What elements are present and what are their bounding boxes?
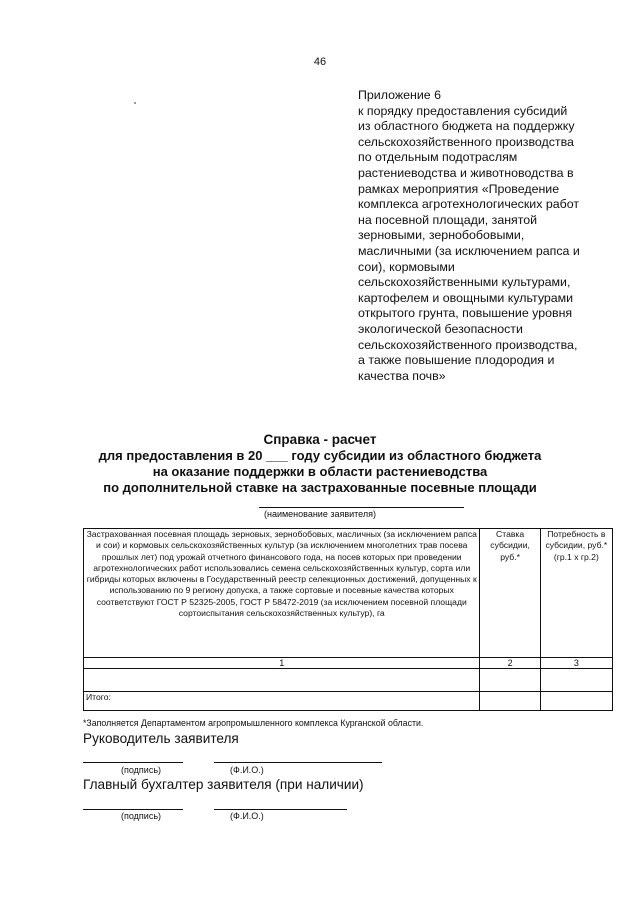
header-cell-need: Потребность в субсидии, руб.* (гр.1 х гр.2)	[540, 529, 612, 658]
appendix-line: рамках мероприятия «Проведение	[358, 181, 560, 196]
column-number: 3	[540, 658, 612, 669]
document-subtitle-line: для предоставления в 20 ___ году субсидии из областного бюджета	[98, 448, 542, 463]
appendix-line: открытого грунта, повышение уровня	[358, 306, 573, 321]
signature-caption: (подпись)	[121, 811, 162, 821]
appendix-line: растениеводства и животноводства в	[358, 165, 574, 180]
cell-need-input[interactable]	[540, 669, 612, 692]
cell-rate-input[interactable]	[480, 669, 540, 692]
appendix-line: качества почв»	[358, 368, 446, 383]
appendix-line: из областного бюджета на поддержку	[358, 119, 575, 134]
head-signature-line[interactable]	[83, 762, 183, 763]
header-cell-area: Застрахованная посевная площадь зерновых, зернобобовых, масличных (за исключением рапса и сои) и кормовых сельскохозяйственных культур (за исключением многолетних трав посева прошлых лет) под урожай отчетного финансового года, на посев которых при проведении агротехнологических работ использовались семена сельскохозяйственных культур, сорта или гибриды которых включены в Государственный реестр селекционных достижений, допущенных к использованию по 9 региону допуска, а также сортовые и посевные качества которых соответствуют ГОСТ Р 52325-2005, ГОСТ Р 58472-2019 (за исключением посевной площади сортоиспытания сельскохозяйственных культур), га	[84, 529, 480, 658]
appendix-line: сельскохозяйственного производства	[358, 134, 574, 149]
calculation-table	[83, 528, 613, 711]
head-name-line[interactable]	[214, 762, 382, 763]
name-caption: (Ф.И.О.)	[230, 765, 264, 775]
table-row	[84, 669, 613, 692]
document-subtitle-line: по дополнительной ставке на застрахованные посевные площади	[103, 480, 537, 495]
footnote: *Заполняется Департаментом агропромышленного комплекса Курганской области.	[83, 718, 424, 728]
appendix-line: к порядку предоставления субсидий	[358, 103, 568, 118]
appendix-line: масличными (за исключением рапса и	[358, 243, 580, 258]
total-label: Итого:	[84, 692, 480, 711]
applicant-name-line[interactable]	[259, 507, 464, 508]
document-title: Справка - расчет	[263, 432, 377, 447]
total-rate-cell[interactable]	[480, 692, 540, 711]
head-signature-label: Руководитель заявителя	[83, 731, 239, 746]
appendix-line: на посевной площади, занятой	[358, 212, 538, 227]
scan-speck	[134, 102, 136, 104]
total-need-cell[interactable]	[540, 692, 612, 711]
header-cell-rate: Ставка субсидии, руб.*	[480, 529, 540, 658]
table-header-row	[84, 529, 613, 658]
appendix-line: экологической безопасности	[358, 321, 523, 336]
accountant-signature-label: Главный бухгалтер заявителя (при наличии)	[83, 777, 364, 792]
accountant-signature-line[interactable]	[83, 809, 183, 810]
column-number: 1	[84, 658, 480, 669]
name-caption: (Ф.И.О.)	[230, 811, 264, 821]
applicant-name-caption: (наименование заявителя)	[263, 509, 377, 519]
appendix-line: сои), кормовыми	[358, 259, 455, 274]
total-row	[84, 692, 613, 711]
page-number: 46	[313, 56, 327, 68]
appendix-line: сельскохозяйственными культурами,	[358, 275, 571, 290]
column-number-row	[84, 658, 613, 669]
signature-caption: (подпись)	[121, 765, 162, 775]
appendix-line: сельскохозяйственного производства,	[358, 337, 578, 352]
appendix-line: по отдельным подотраслям	[358, 150, 518, 165]
cell-area-input[interactable]	[84, 669, 480, 692]
appendix-line: зерновыми, зернобобовыми,	[358, 228, 525, 243]
appendix-note	[358, 88, 608, 384]
column-number: 2	[480, 658, 540, 669]
accountant-name-line[interactable]	[214, 809, 347, 810]
appendix-line: комплекса агротехнологических работ	[358, 197, 580, 212]
document-subtitle-line: на оказание поддержки в области растениеводства	[152, 464, 488, 479]
appendix-line: Приложение 6	[358, 88, 442, 102]
appendix-line: картофелем и овощными культурами	[358, 290, 574, 305]
appendix-line: а также повышение плодородия и	[358, 353, 555, 368]
